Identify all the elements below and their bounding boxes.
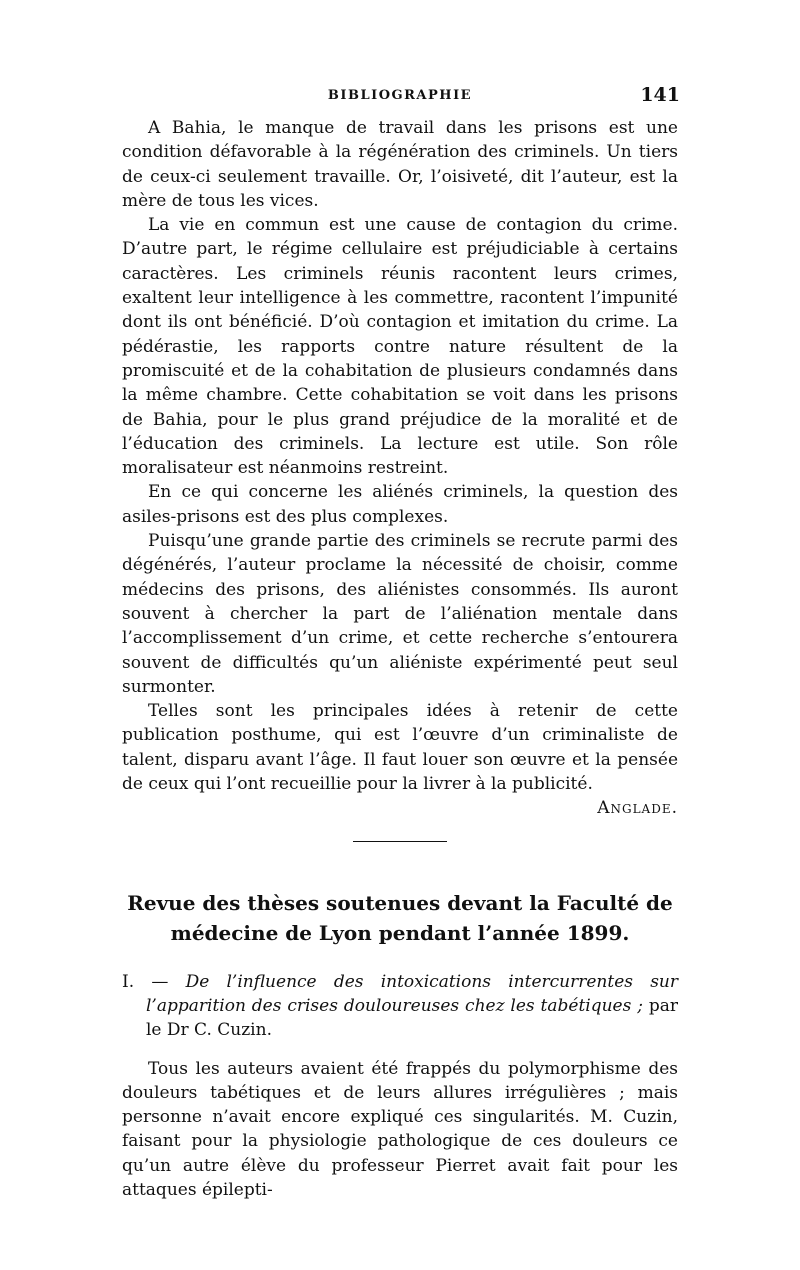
thesis-entry-1 [122, 970, 678, 1043]
running-head: BIBLIOGRAPHIE [327, 88, 473, 103]
entry-title: De l’influence des intoxications intercurrentes sur l’apparition des crises douloureuses chez les tabétiques ; [146, 971, 679, 1016]
review-paragraph-1: A Bahia, le manque de travail dans les prisons est une condition défavorable à la régénération des criminels. Un tiers de ceux-ci seulement travaille. Or, l’oisiveté, dit l’auteur, est la mère de tous les vices. [122, 118, 678, 211]
thesis-entry-1-text: Tous les auteurs avaient été frappés du polymorphisme des douleurs tabétiques et de leurs allures irrégulières ; mais personne n’avait encore expliqué ces singularités. M. Cuzin, faisant pour la physiologie pathologique de ces douleurs ce qu’un autre élève du professeur Pierret avait fait pour les attaques épilepti- [122, 1058, 678, 1200]
review-paragraph-3: En ce qui concerne les aliénés criminels, la question des asiles-prisons est des plus complexes. [122, 482, 678, 527]
section-divider [353, 841, 447, 842]
review-signature: Anglade. [597, 798, 678, 819]
section-title: Revue des thèses soutenues devant la Faculté de médecine de Lyon pendant l’année 1899. [127, 890, 673, 945]
review-paragraph-2: La vie en commun est une cause de contagion du crime. D’autre part, le régime cellulaire est préjudiciable à certains caractères. Les criminels réunis racontent leurs crimes, exaltent leur intelligence à les commettre, racontent l’impunité dont ils ont bénéficié. D’où contagion et imitation du crime. La pédérastie, les rapports contre nature résultent de la promiscuité et de la cohabitation de plusieurs condamnés dans la même chambre. Cette cohabitation se voit dans les prisons de Bahia, pour le plus grand préjudice de la moralité et de l’éducation des criminels. La lecture est utile. Son rôle moralisateur est néanmoins restreint. [122, 215, 678, 479]
entry-byline: par le Dr C. Cuzin. [146, 995, 678, 1041]
page-number: 141 [640, 84, 680, 106]
entry-numeral: I. — [122, 971, 169, 992]
review-paragraph-4: Puisqu’une grande partie des criminels se recrute parmi des dégénérés, l’auteur proclame la nécessité de choisir, comme médecins des prisons, des aliénistes consommés. Ils auront souvent à chercher la part de l’aliénation mentale dans l’accomplissement d’un crime, et cette recherche s’entourera souvent de difficultés qu’un aliéniste expérimenté peut seul surmonter. [122, 531, 678, 697]
review-paragraph-5: Telles sont les principales idées à retenir de cette publication posthume, qui est l’œuvre d’un criminaliste de talent, disparu avant l’âge. Il faut louer son œuvre et la pensée de ceux qui l’ont recueillie pour la livrer à la publicité. [122, 701, 678, 795]
spacer [122, 1043, 678, 1057]
page-body [122, 116, 678, 1202]
page-header [120, 84, 680, 110]
